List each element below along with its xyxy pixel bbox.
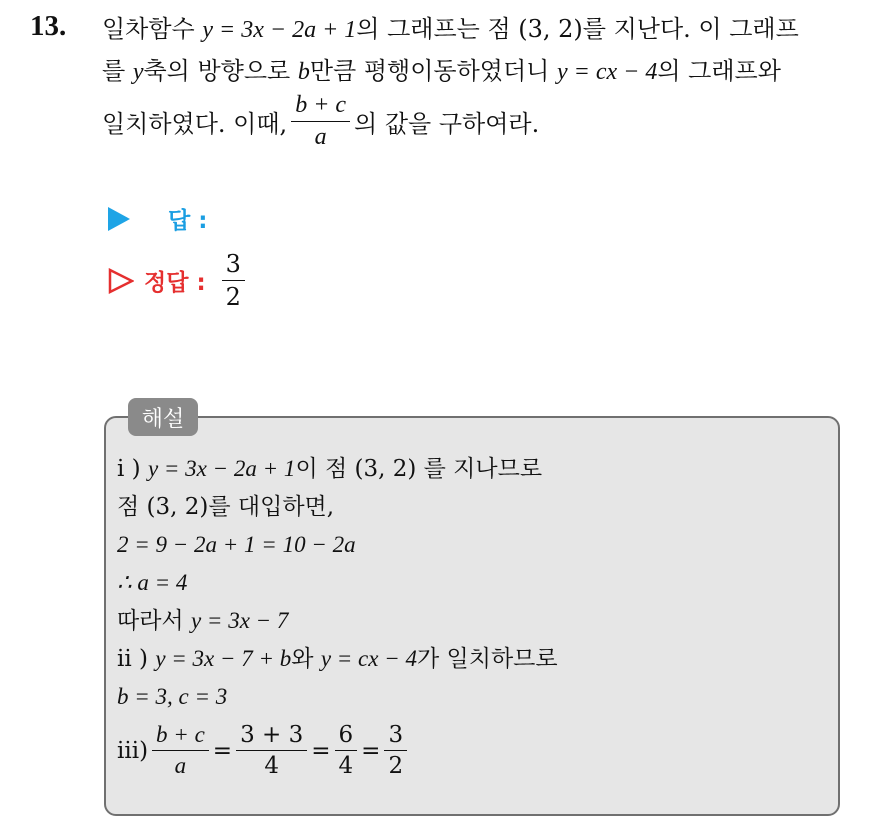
- answer-row: [108, 202, 207, 235]
- equals-sign: =: [311, 737, 331, 764]
- equation: y = cx − 4: [556, 59, 658, 85]
- solution-tag: 해설: [128, 398, 198, 436]
- problem-line-2: [102, 56, 781, 87]
- fraction: [335, 722, 358, 779]
- problem-text: 의 그래프는 점 (3, 2)를 지난다. 이 그래프: [356, 15, 799, 43]
- step-label: i ): [117, 456, 141, 482]
- solution-line-8: [117, 722, 411, 779]
- play-triangle-icon: [108, 207, 130, 231]
- equals-sign: =: [212, 737, 233, 764]
- equation: y = 3x − 2a + 1: [202, 17, 357, 43]
- correct-answer-fraction: [222, 250, 245, 311]
- equation: 2 = 9 − 2a + 1 = 10 − 2a: [117, 532, 356, 557]
- step-label: iii): [117, 737, 149, 764]
- solution-text: 이 점 (3, 2) 를 지나므로: [295, 456, 543, 482]
- variable: b: [297, 59, 310, 85]
- solution-line-5: [117, 606, 288, 636]
- fraction: [236, 722, 307, 779]
- solution-line-2: 점 (3, 2)를 대입하면,: [117, 494, 335, 520]
- fraction-denominator: a: [314, 124, 327, 150]
- problem-text: 일차함수: [102, 15, 195, 43]
- fraction: [291, 92, 350, 151]
- equation: ∴ a = 4: [117, 570, 188, 595]
- fraction-denominator: 4: [338, 753, 354, 779]
- fraction-numerator: 3: [384, 722, 407, 751]
- solution-text: 와: [291, 646, 314, 672]
- fraction-numerator: b + c: [152, 722, 209, 751]
- correct-answer-label: 정답 :: [144, 270, 206, 296]
- fraction-denominator: a: [174, 753, 187, 778]
- problem-line-3: [102, 92, 539, 151]
- answer-label: 답 :: [168, 208, 208, 234]
- fraction-numerator: 3: [222, 250, 245, 281]
- equals-sign: =: [361, 737, 381, 764]
- problem-text: 만큼 평행이동하였더니: [309, 57, 550, 85]
- solution-line-6: [117, 644, 558, 674]
- equation: y = 3x − 7: [190, 608, 289, 633]
- fraction-denominator: 2: [388, 753, 404, 779]
- equation: y = 3x − 7 + b: [155, 646, 292, 671]
- solution-line-7: [117, 682, 227, 712]
- problem-text: 축의 방향으로: [143, 57, 291, 85]
- fraction-denominator: 4: [264, 753, 279, 779]
- fraction: [384, 722, 407, 779]
- problem-line-1: [102, 14, 799, 45]
- problem-number: 13.: [30, 10, 67, 42]
- equation: y = 3x − 2a + 1: [147, 456, 296, 481]
- correct-answer-row: [108, 250, 249, 311]
- solution-line-4: [117, 568, 187, 598]
- solution-line-3: [117, 530, 356, 560]
- outline-triangle-icon: [108, 268, 134, 294]
- solution-text: 따라서: [117, 608, 184, 634]
- fraction-numerator: b + c: [291, 92, 350, 122]
- fraction-numerator: 6: [335, 722, 358, 751]
- fraction-numerator: 3 + 3: [236, 722, 307, 751]
- fraction-denominator: 2: [225, 283, 241, 311]
- variable: y: [132, 59, 144, 85]
- step-label: ii ): [117, 646, 148, 672]
- problem-text: 의 값을 구하여라.: [354, 110, 540, 138]
- fraction: [152, 722, 209, 779]
- problem-text: 를: [102, 57, 126, 85]
- equation: b = 3, c = 3: [117, 684, 228, 709]
- problem-text: 일치하였다. 이때,: [102, 110, 288, 138]
- equation: y = cx − 4: [320, 646, 417, 671]
- solution-text: 가 일치하므로: [417, 646, 558, 672]
- solution-line-1: [117, 454, 542, 484]
- problem-text: 의 그래프와: [657, 57, 781, 85]
